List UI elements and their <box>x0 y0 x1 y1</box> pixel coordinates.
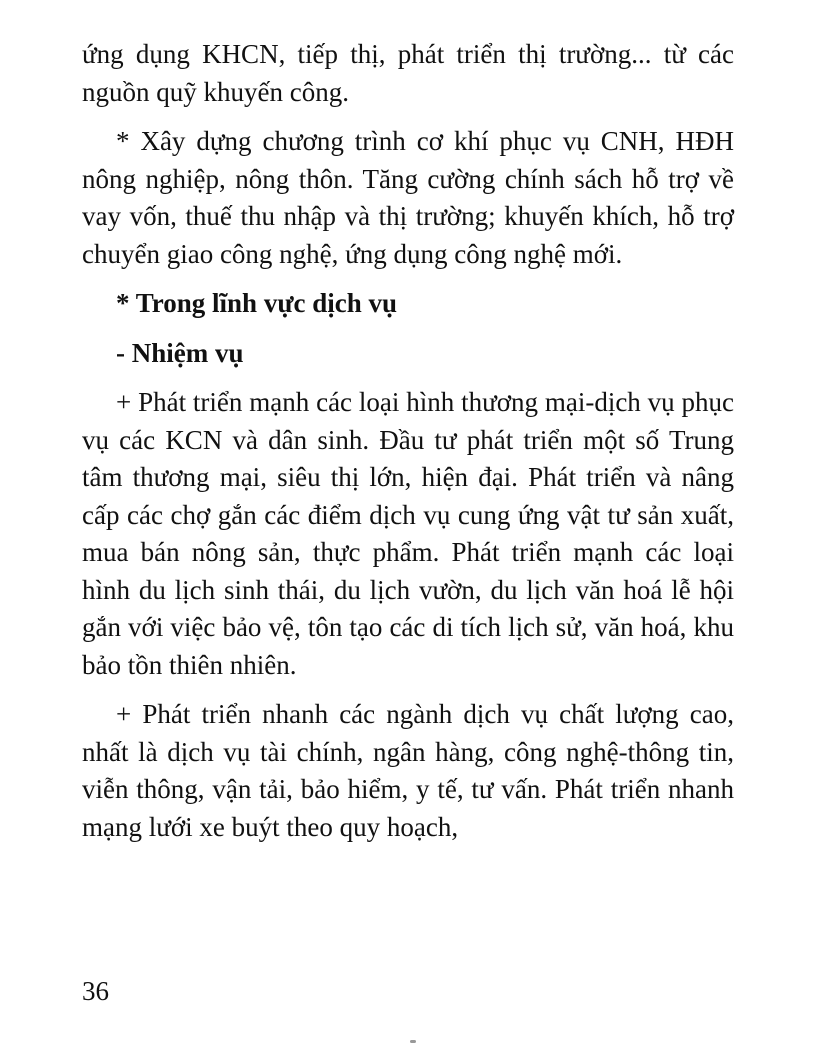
paragraph-trade-services: + Phát triển mạnh các loại hình thương mại-dịch vụ phục vụ các KCN và dân sinh. Đầu tư phát triển một số Trung tâm thương mại, siêu thị lớn, hiện đại. Phát triển và nâng cấp các chợ gắn các điểm dịch vụ cung ứng vật tư sản xuất, mua bán nông sản, thực phẩm. Phát triển mạnh các loại hình du lịch sinh thái, du lịch vườn, du lịch văn hoá lễ hội gắn với việc bảo vệ, tôn tạo các di tích lịch sử, văn hoá, khu bảo tồn thiên nhiên. <box>82 387 734 680</box>
subheading-tasks: - Nhiệm vụ <box>116 337 244 368</box>
paragraph-continuation: ứng dụng KHCN, tiếp thị, phát triển thị trường... từ các nguồn quỹ khuyến công. <box>82 39 734 107</box>
page-body <box>82 36 734 858</box>
paragraph-mechanical-program: * Xây dựng chương trình cơ khí phục vụ CNH, HĐH nông nghiệp, nông thôn. Tăng cường chính sách hỗ trợ về vay vốn, thuế thu nhập và thị trường; khuyến khích, hỗ trợ chuyển giao công nghệ, ứng dụng công nghệ mới. <box>82 126 734 269</box>
section-heading-services: * Trong lĩnh vực dịch vụ <box>116 288 398 318</box>
scan-speck <box>410 1040 416 1043</box>
page-number: 36 <box>82 976 109 1006</box>
paragraph-high-quality-services: + Phát triển nhanh các ngành dịch vụ chất lượng cao, nhất là dịch vụ tài chính, ngân hàng, công nghệ-thông tin, viễn thông, vận tải, bảo hiểm, y tế, tư vấn. Phát triển nhanh mạng lưới xe buýt theo quy hoạch, <box>82 699 734 842</box>
